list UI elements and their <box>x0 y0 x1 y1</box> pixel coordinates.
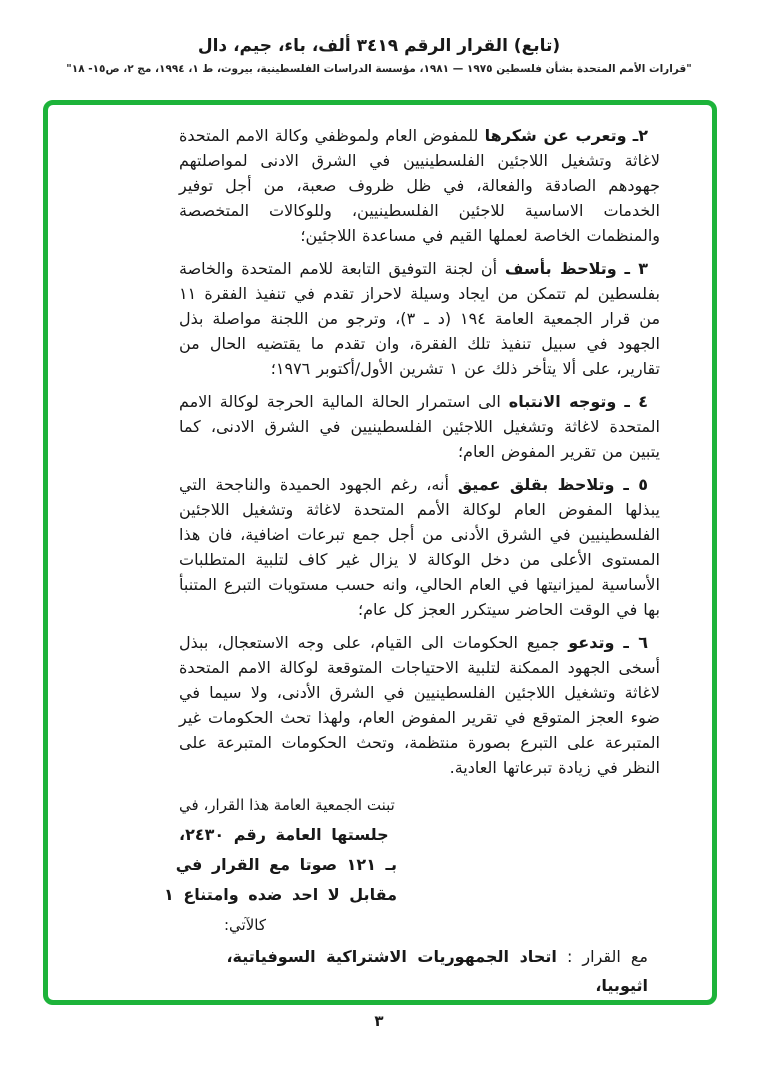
vote-countries-line-2 <box>234 1000 535 1005</box>
adoption-note-line: تبنت الجمعية العامة هذا القرار، في <box>179 796 395 814</box>
adoption-note-line: كالآتي: <box>224 916 266 934</box>
paragraph-4-lead: وتوجه الانتباه <box>508 392 617 411</box>
adoption-note <box>164 790 397 940</box>
paragraph-5-body: أنه، رغم الجهود الحميدة والناجحة التي يبذلها المفوض العام لوكالة الأمم المتحدة لاغاثة وتشغيل اللاجئين الفلسطينيين في الشرق الأدنى من أجل جمع تبرعات اضافية، فان هذا المستوى الأعلى من دخل الوكالة لا يزال غير كاف لتلبية المتطلبات الأساسية لميزانيتها في العام الحالي، وانه حسب مستويات التبرع المتنبأ بها في الوقت الحاضر سيتكرر العجز كل عام؛ <box>179 475 660 619</box>
document-title: (تابع) القرار الرقم ٣٤١٩ ألف، باء، جيم، دال <box>197 36 561 56</box>
source-citation: "قرارات الأمم المتحدة بشأن فلسطين ١٩٧٥ — ١٩٨١، مؤسسة الدراسات الفلسطينية، بيروت، ط ١، ١٩٩٤، مج ٢، ص١٥- ١٨" <box>66 63 692 75</box>
paragraph-6-number: ٦ ـ <box>623 633 648 652</box>
paragraph-2-number: ٢ـ <box>632 126 649 145</box>
vote-for-line <box>179 942 660 1000</box>
adoption-note-line: بـ ١٢١ صوتا مع القرار في <box>175 855 397 874</box>
paragraph-5-lead: وتلاحظ بقلق عميق <box>457 475 615 494</box>
paragraph-3 <box>179 256 660 381</box>
paragraph-6-lead: وتدعو <box>568 633 615 652</box>
page-number: ٣ <box>374 1012 384 1030</box>
vote-for-label: مع القرار : <box>566 947 648 966</box>
paragraph-2-body: للمفوض العام ولموظفي وكالة الامم المتحدة لاغاثة وتشغيل اللاجئين الفلسطينيين في الشرق الادنى لمواصلتهم جهودهم الصادقة والفعالة، في ظل ظروف صعبة، من أجل توفير الخدمات الاساسية للاجئين الفلسطينيين، وللوكالات المتخصصة والمنظمات الخاصة لعملها القيم في مساعدة اللاجئين؛ <box>179 126 660 245</box>
paragraph-4-body: الى استمرار الحالة المالية الحرجة لوكالة الامم المتحدة لاغاثة وتشغيل اللاجئين الفلسطينيين في الشرق الادنى، كما يتبين من تقرير المفوض العام؛ <box>179 392 660 461</box>
paragraph-4-number: ٤ ـ <box>624 392 648 411</box>
adoption-note-line: مقابل لا احد ضده وامتناع ١ <box>164 885 397 904</box>
vote-countries-line-1: اتحاد الجمهوريات الاشتراكية السوفياتية، اثيوبيا، <box>226 947 648 995</box>
paragraph-3-number: ٣ ـ <box>624 259 649 278</box>
vote-result <box>179 942 660 1005</box>
paragraph-5-number: ٥ ـ <box>623 475 649 494</box>
paragraph-2-lead: وتعرب عن شكرها <box>484 126 627 145</box>
paragraph-6 <box>179 630 660 780</box>
document-frame <box>43 100 717 1005</box>
adoption-note-line: جلستها العامة رقم ٢٤٣٠، <box>179 825 389 844</box>
paragraph-5 <box>179 472 660 622</box>
page-header <box>0 0 758 75</box>
paragraph-4 <box>179 389 660 464</box>
paragraph-3-body: أن لجنة التوفيق التابعة للامم المتحدة والخاصة بفلسطين لم تتمكن من ايجاد وسيلة لاحراز تقدم في تنفيذ الفقرة ١١ من قرار الجمعية العامة ١٩٤ (د ـ ٣)، وترجو من اللجنة مواصلة بذل الجهود في سبيل تنفيذ تلك الفقرة، وان تقدم ما يقتضيه الحال من تقارير، على ألا يتأخر ذلك عن ١ تشرين الأول/أكتوبر ١٩٧٦؛ <box>179 259 661 378</box>
paragraph-6-body: جميع الحكومات الى القيام، على وجه الاستعجال، ببذل أسخى الجهود الممكنة لتلبية الاحتياجات المتوقعة لوكالة الامم المتحدة لاغاثة وتشغيل اللاجئين الفلسطينيين في الشرق الأدنى، ولا سيما في ضوء العجز المتوقع في تقرير المفوض العام، ولهذا تحث الحكومات غير المتبرعة على التبرع بصورة منتظمة، وتحث الحكومات المتبرعة على النظر في زيادة تبرعاتها العادية. <box>179 633 660 777</box>
paragraph-2 <box>179 123 660 248</box>
paragraph-3-lead: وتلاحظ بأسف <box>504 259 617 278</box>
